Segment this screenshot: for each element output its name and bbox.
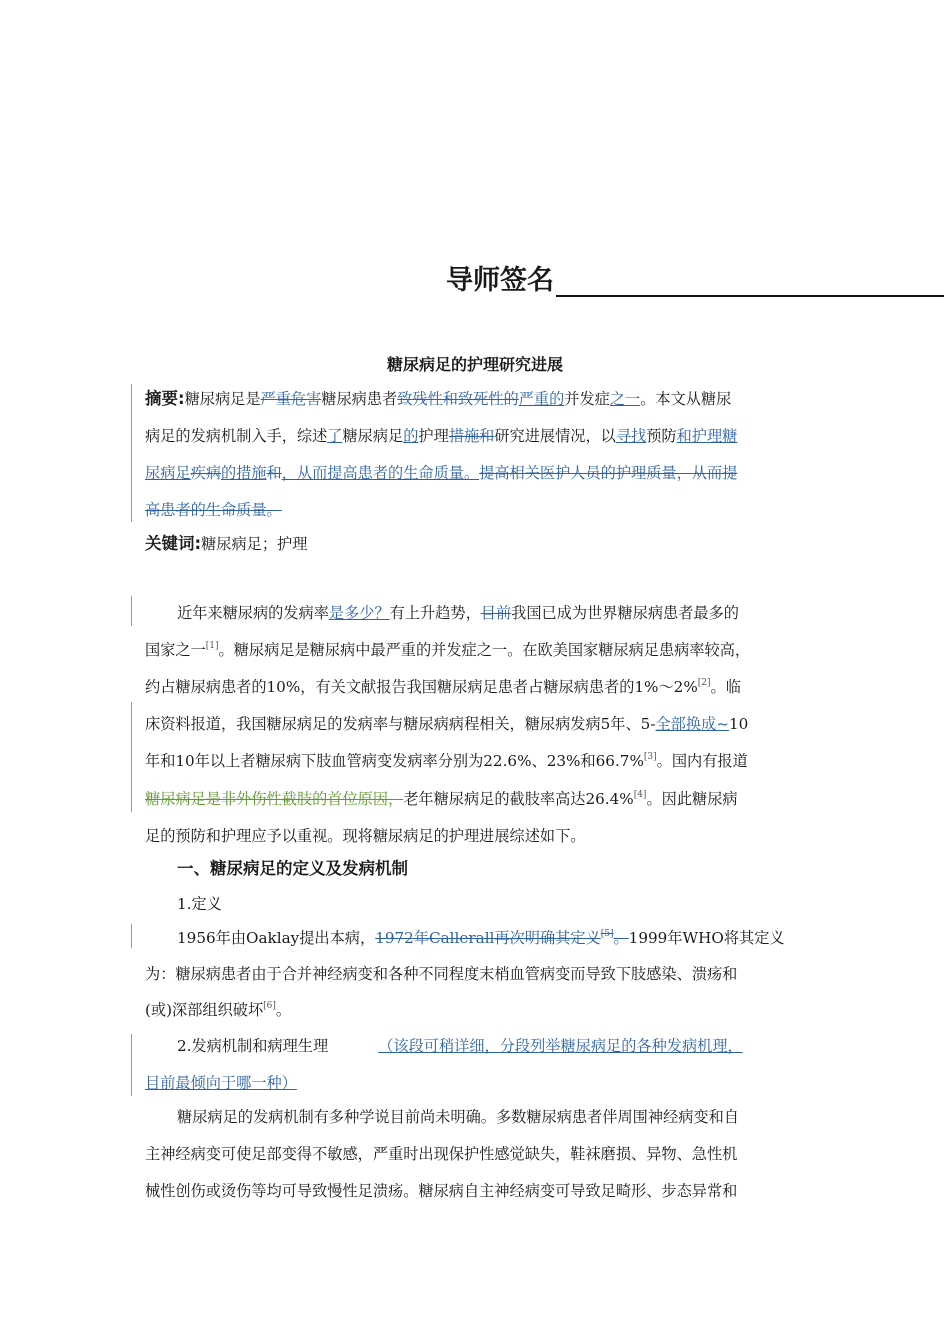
revision-bar xyxy=(131,702,132,812)
revision-bar xyxy=(131,924,132,948)
subsection-heading: 2.发病机制和病理生理 （该段可稍详细，分段列举糖尿病足的各种发病机理， xyxy=(177,1037,743,1055)
tracked-deletion: 1972年Callerall再次明确其定义 xyxy=(375,929,601,947)
tracked-insertion: 的措施 xyxy=(220,464,267,482)
body-line: 年和10年以上者糖尿病下肢血管病变发病率分别为22.6%、23%和66.7%[3]。国内有报道 xyxy=(145,752,748,770)
tracked-insertion: 之一 xyxy=(609,390,641,408)
reviewer-note: 目前最倾向于哪一种） xyxy=(145,1074,297,1092)
abstract-line xyxy=(145,500,282,520)
tracked-deletion: 严重危害 xyxy=(260,390,322,408)
tracked-deletion: 和 xyxy=(266,464,282,482)
tracked-insertion: 了 xyxy=(327,427,343,445)
tracked-deletion: 高患者的生命质量。 xyxy=(145,501,282,519)
citation: [5] xyxy=(600,929,614,939)
section-heading: 一、糖尿病足的定义及发病机制 xyxy=(177,859,408,878)
signature-label: 导师签名 xyxy=(446,265,554,296)
tracked-deletion: 提高相关医护人员的护理质量，从而提 xyxy=(479,464,738,482)
body-line: 糖尿病足是非外伤性截肢的首位原因，老年糖尿病足的截肢率高达26.4%[4]。因此糖尿病 xyxy=(145,790,738,808)
body-line: 1956年由Oaklay提出本病，1972年Callerall再次明确其定义[5]。1999年WHO将其定义 xyxy=(177,929,785,947)
tracked-insertion: 寻找 xyxy=(615,427,647,445)
abstract-line: 摘要:糖尿病足是严重危害糖尿病患者致残性和致死性的严重的并发症之一。本文从糖尿 xyxy=(145,389,732,408)
tracked-insertion: 是多少？ xyxy=(328,604,390,622)
tracked-deletion: 疾病 xyxy=(190,464,221,482)
supervisor-signature xyxy=(446,258,944,297)
body-line: 主神经病变可使足部变得不敏感，严重时出现保护性感觉缺失，鞋袜磨损、异物、急性机 xyxy=(145,1145,738,1163)
abstract-line xyxy=(145,463,737,483)
tracked-insertion: 的 xyxy=(403,427,419,445)
body-line: 械性创伤或烫伤等均可导致慢性足溃疡。糖尿病自主神经病变可导致足畸形、步态异常和 xyxy=(145,1182,738,1200)
keywords xyxy=(145,534,307,554)
keywords-label: 关键词: xyxy=(145,534,202,553)
body-line: 近年来糖尿病的发病率是多少？有上升趋势，目前我国已成为世界糖尿病患者最多的 xyxy=(177,604,739,622)
body-line: 约占糖尿病患者的10%，有关文献报告我国糖尿病足患者占糖尿病患者的1%～2%[2]。临 xyxy=(145,678,741,696)
paper-title: 糖尿病足的护理研究进展 xyxy=(386,355,563,374)
revision-bar xyxy=(131,1034,132,1096)
revision-bar xyxy=(131,384,132,522)
citation: [1] xyxy=(205,641,219,651)
tracked-deletion: 目前 xyxy=(480,604,512,622)
tracked-deletion: 糖尿病足是非外伤性截肢的首位原因， xyxy=(145,790,404,808)
tracked-insertion: 和护理糖 xyxy=(676,427,738,445)
tracked-insertion: 尿病足 xyxy=(145,464,191,482)
body-line: (或)深部组织破坏[6]。 xyxy=(145,1001,292,1019)
abstract-label: 摘要: xyxy=(145,389,185,408)
tracked-insertion: 严重的 xyxy=(518,390,565,408)
tracked-deletion: 。 xyxy=(613,929,629,947)
tracked-deletion: 措施和 xyxy=(448,427,495,445)
reviewer-note: （该段可稍详细，分段列举糖尿病足的各种发病机理， xyxy=(378,1037,743,1055)
signature-line[interactable] xyxy=(556,266,944,297)
citation: [4] xyxy=(633,790,647,800)
body-line: 糖尿病足的发病机制有多种学说目前尚未明确。多数糖尿病患者伴周围神经病变和自 xyxy=(177,1108,739,1126)
tracked-insertion: 全部换成~ xyxy=(655,715,729,733)
body-line: 为：糖尿病患者由于合并神经病变和各种不同程度末梢血管病变而导致下肢感染、溃疡和 xyxy=(145,965,738,983)
revision-bar xyxy=(131,596,132,626)
subsection-heading: 1.定义 xyxy=(177,895,222,913)
abstract-line: 病足的发病机制入手，综述了糖尿病足的护理措施和研究进展情况，以寻找预防和护理糖 xyxy=(145,427,738,445)
tracked-insertion: ，从而提高患者的生命质量。 xyxy=(281,464,480,482)
keywords-value: 糖尿病足；护理 xyxy=(201,535,308,553)
citation: [6] xyxy=(263,1001,276,1011)
tracked-deletion: 致残性和致死性的 xyxy=(397,390,519,408)
body-line: 国家之一[1]。糖尿病足是糖尿病中最严重的并发症之一。在欧美国家糖尿病足患病率较高， xyxy=(145,641,751,659)
body-line: 床资料报道，我国糖尿病足的发病率与糖尿病病程相关，糖尿病发病5年、5-全部换成~10 xyxy=(145,715,749,733)
citation: [3] xyxy=(643,752,657,762)
body-line: 足的预防和护理应予以重视。现将糖尿病足的护理进展综述如下。 xyxy=(145,827,586,845)
citation: [2] xyxy=(697,678,711,688)
